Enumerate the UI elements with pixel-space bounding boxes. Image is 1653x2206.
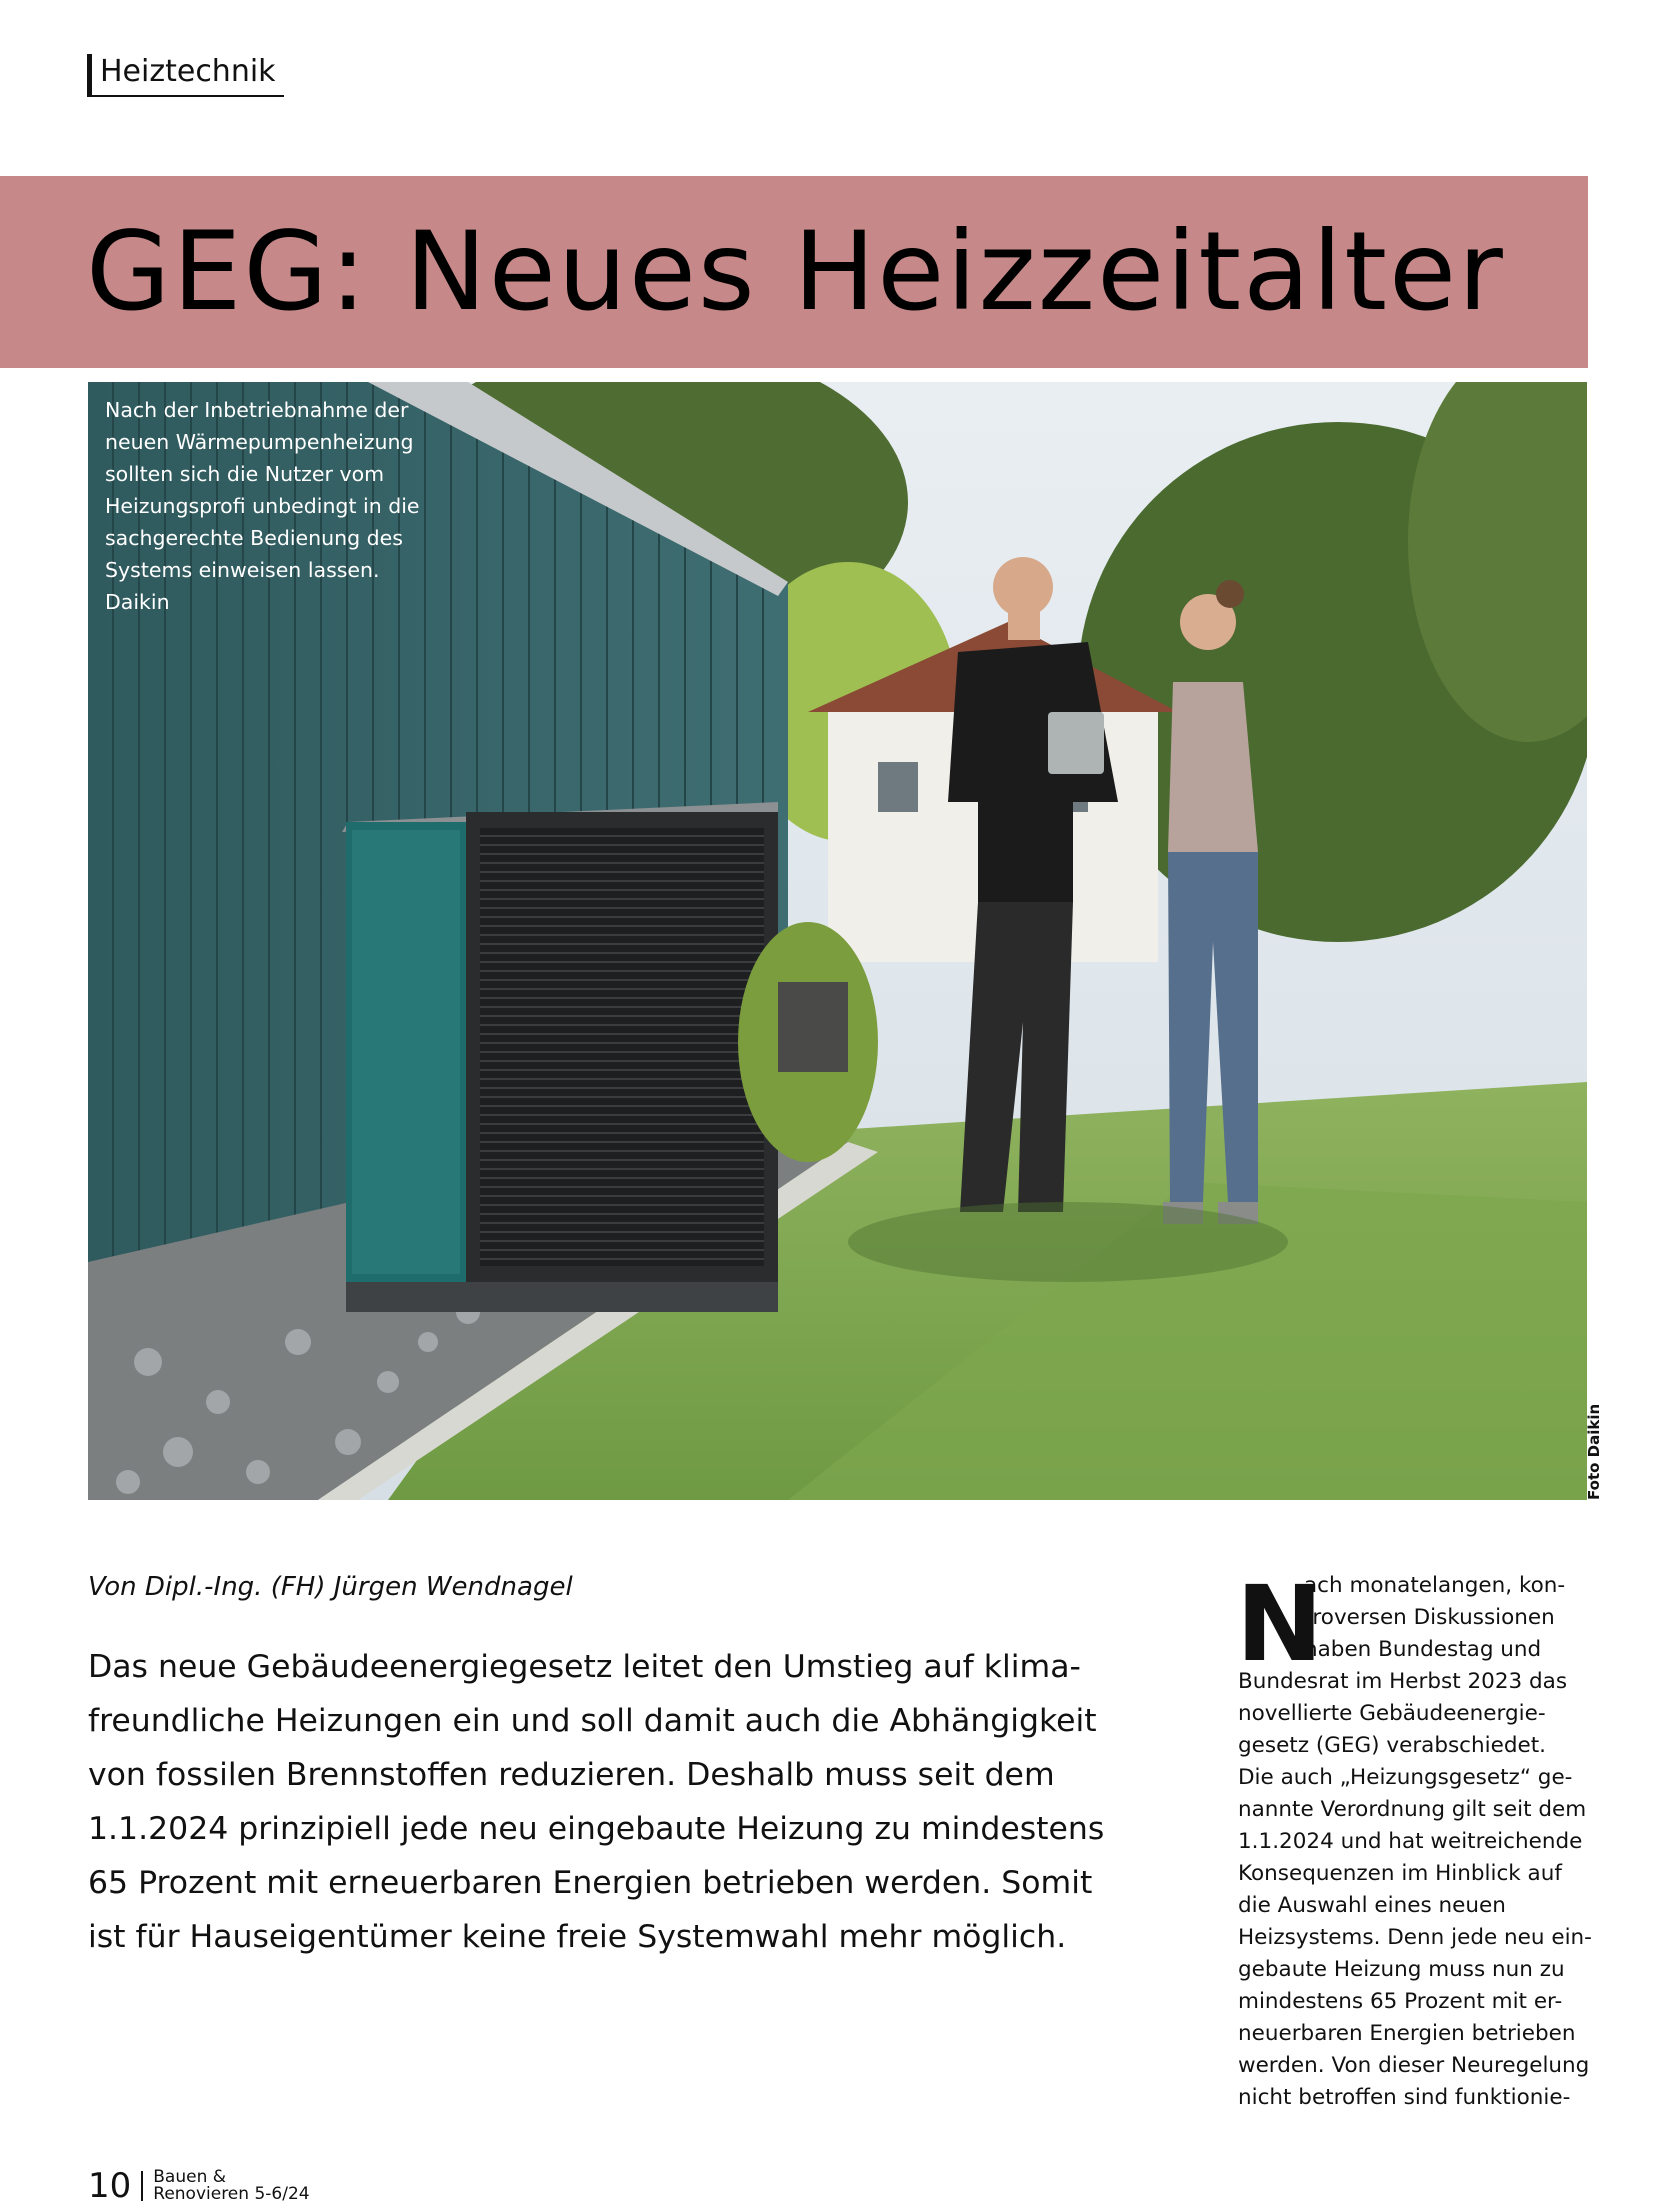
lead-line: ist für Hauseigentümer keine freie Systemwahl mehr möglich. [88,1919,1067,1955]
lead-line: 1.1.2024 prinzipiell jede neu eingebaute Heizung zu mindestens [88,1811,1105,1847]
body-line: Konsequenzen im Hinblick auf [1238,1861,1562,1886]
author-byline: Von Dipl.-Ing. (FH) Jürgen Wendnagel [88,1572,573,1602]
body-line: gebaute Heizung muss nun zu [1238,1957,1565,1982]
body-line: Heizsystems. Denn jede neu ein- [1238,1925,1592,1950]
footer-divider [141,2171,143,2201]
lead-line: freundliche Heizungen ein und soll damit auch die Abhängigkeit [88,1703,1097,1739]
lead-line: 65 Prozent mit erneuerbaren Energien betrieben werden. Somit [88,1865,1093,1901]
lead-line: von fossilen Brennstoffen reduzieren. Deshalb muss seit dem [88,1757,1055,1793]
caption-line: Daikin [105,590,170,614]
section-label: Heiztechnik [87,54,284,97]
body-line: ach monatelangen, kon- [1304,1573,1566,1598]
body-line: Die auch „Heizungsgesetz“ ge- [1238,1765,1573,1790]
caption-line: neuen Wärmepumpenheizung [105,430,414,454]
caption-line: Heizungsprofi unbedingt in die [105,494,420,518]
magazine-line: Bauen & [153,2167,227,2187]
magazine-title: Renovieren [153,2184,250,2204]
body-line: mindestens 65 Prozent mit er- [1238,1989,1563,2014]
body-line: 1.1.2024 und hat weitreichende [1238,1829,1583,1854]
lead-line: Das neue Gebäudeenergiegesetz leitet den Umstieg auf klima- [88,1649,1081,1685]
body-column [1236,1563,1592,2114]
photo-credit: Foto Daikin [1585,1403,1603,1500]
body-line: gesetz (GEG) verabschiedet. [1238,1733,1546,1758]
body-line: die Auswahl eines neuen [1238,1893,1506,1918]
body-line: novellierte Gebäudeenergie- [1238,1701,1546,1726]
body-line: troversen Diskussionen [1304,1605,1555,1630]
issue-number: 5-6/24 [254,2184,310,2204]
body-line: werden. Von dieser Neuregelung [1238,2053,1590,2078]
page-number: 10 [88,2166,132,2206]
body-line: nannte Verordnung gilt seit dem [1238,1797,1587,1822]
caption-line: sachgerechte Bedienung des [105,526,403,550]
photo-caption [105,394,445,618]
drop-cap: N [1236,1563,1324,1685]
magazine-name [153,2169,309,2203]
caption-line: sollten sich die Nutzer vom [105,462,385,486]
article-title: GEG: Neues Heizzeitalter [86,208,1505,335]
body-line: Bundesrat im Herbst 2023 das [1238,1669,1568,1694]
magazine-line [153,2186,309,2203]
body-line: neuerbaren Energien betrieben [1238,2021,1576,2046]
caption-line: Nach der Inbetriebnahme der [105,398,409,422]
caption-line: Systems einweisen lassen. [105,558,380,582]
body-line: haben Bundestag und [1304,1637,1542,1662]
lead-paragraph [88,1640,1118,1964]
body-line: nicht betroffen sind funktionie- [1238,2085,1571,2110]
page-footer [88,2166,310,2206]
